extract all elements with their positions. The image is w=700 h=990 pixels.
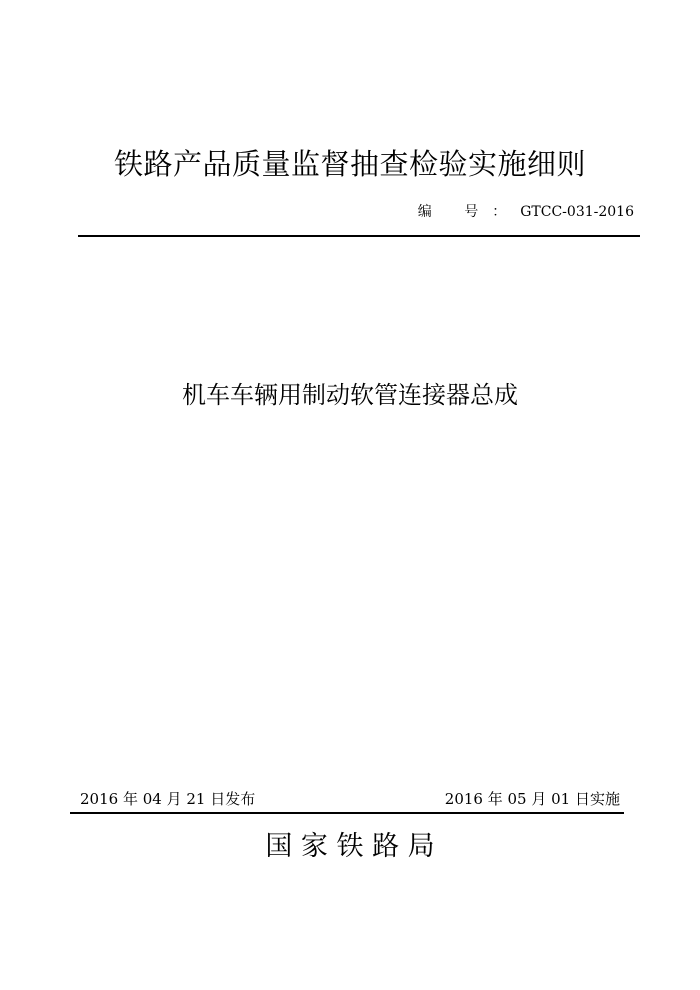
effective-date: 2016 年 05 月 01 日实施 (444, 790, 620, 808)
subject-title: 机车车辆用制动软管连接器总成 (182, 381, 518, 409)
top-divider (78, 235, 640, 237)
issue-date: 2016 年 04 月 21 日发布 (80, 790, 256, 808)
document-number (418, 201, 634, 221)
issuing-authority: 国 家 铁 路 局 (265, 831, 435, 862)
main-title: 铁路产品质量监督抽查检验实施细则 (113, 147, 586, 181)
document-number-label: 编 号： (417, 204, 521, 220)
bottom-divider (70, 812, 624, 814)
document-number-value: GTCC-031-2016 (520, 204, 634, 220)
